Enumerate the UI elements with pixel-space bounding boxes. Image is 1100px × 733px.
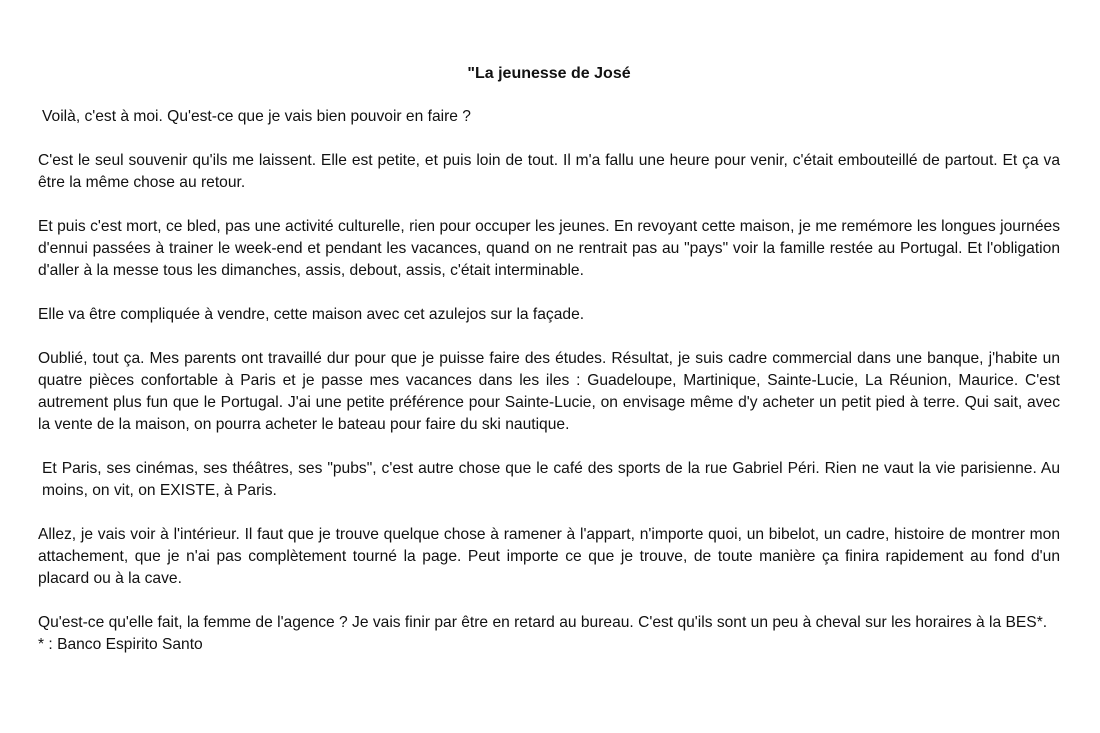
document-title: "La jeunesse de José — [467, 65, 631, 82]
paragraph-4: Elle va être compliquée à vendre, cette maison avec cet azulejos sur la façade. — [38, 306, 585, 323]
paragraph-6: Et Paris, ses cinémas, ses théâtres, ses "pubs", c'est autre chose que le café des sports de la rue Gabriel Péri. Rien ne vaut la vie parisienne. Au moins, on vit, on EXISTE, à Paris. — [42, 460, 1060, 499]
paragraph-3: Et puis c'est mort, ce bled, pas une activité culturelle, rien pour occuper les jeunes. En revoyant cette maison, je me remémore les longues journées d'ennui passées à trainer le week-end et pendant les vacances, quand on ne rentrait pas au "pays" voir la famille restée au Portugal. Et l'obligation d'aller à la messe tous les dimanches, assis, debout, assis, c'était interminable. — [38, 218, 1060, 279]
paragraph-1: Voilà, c'est à moi. Qu'est-ce que je vais bien pouvoir en faire ? — [42, 108, 471, 125]
paragraph-7: Allez, je vais voir à l'intérieur. Il faut que je trouve quelque chose à ramener à l'appart, n'importe quoi, un bibelot, un cadre, histoire de montrer mon attachement, que je n'ai pas complètement tourné la page. Peut importe ce que je trouve, de toute manière ça finira rapidement au fond d'un placard ou à la cave. — [38, 526, 1060, 587]
paragraph-2: C'est le seul souvenir qu'ils me laissent. Elle est petite, et puis loin de tout. Il m'a fallu une heure pour venir, c'était embouteillé de partout. Et ça va être la même chose au retour. — [38, 152, 1060, 191]
paragraph-8: Qu'est-ce qu'elle fait, la femme de l'agence ? Je vais finir par être en retard au bureau. C'est qu'ils sont un peu à cheval sur les horaires à la BES*. — [38, 614, 1048, 631]
footnote: * : Banco Espirito Santo — [38, 636, 203, 653]
paragraph-5: Oublié, tout ça. Mes parents ont travaillé dur pour que je puisse faire des études. Résultat, je suis cadre commercial dans une banque, j'habite un quatre pièces confortable à Paris et je passe mes vacances dans les iles : Guadeloupe, Martinique, Sainte-Lucie, La Réunion, Maurice. C'est autrement plus fun que le Portugal. J'ai une petite préférence pour Sainte-Lucie, on envisage même d'y acheter un petit pied à terre. Qui sait, avec la vente de la maison, on pourra acheter le bateau pour faire du ski nautique. — [38, 350, 1060, 433]
